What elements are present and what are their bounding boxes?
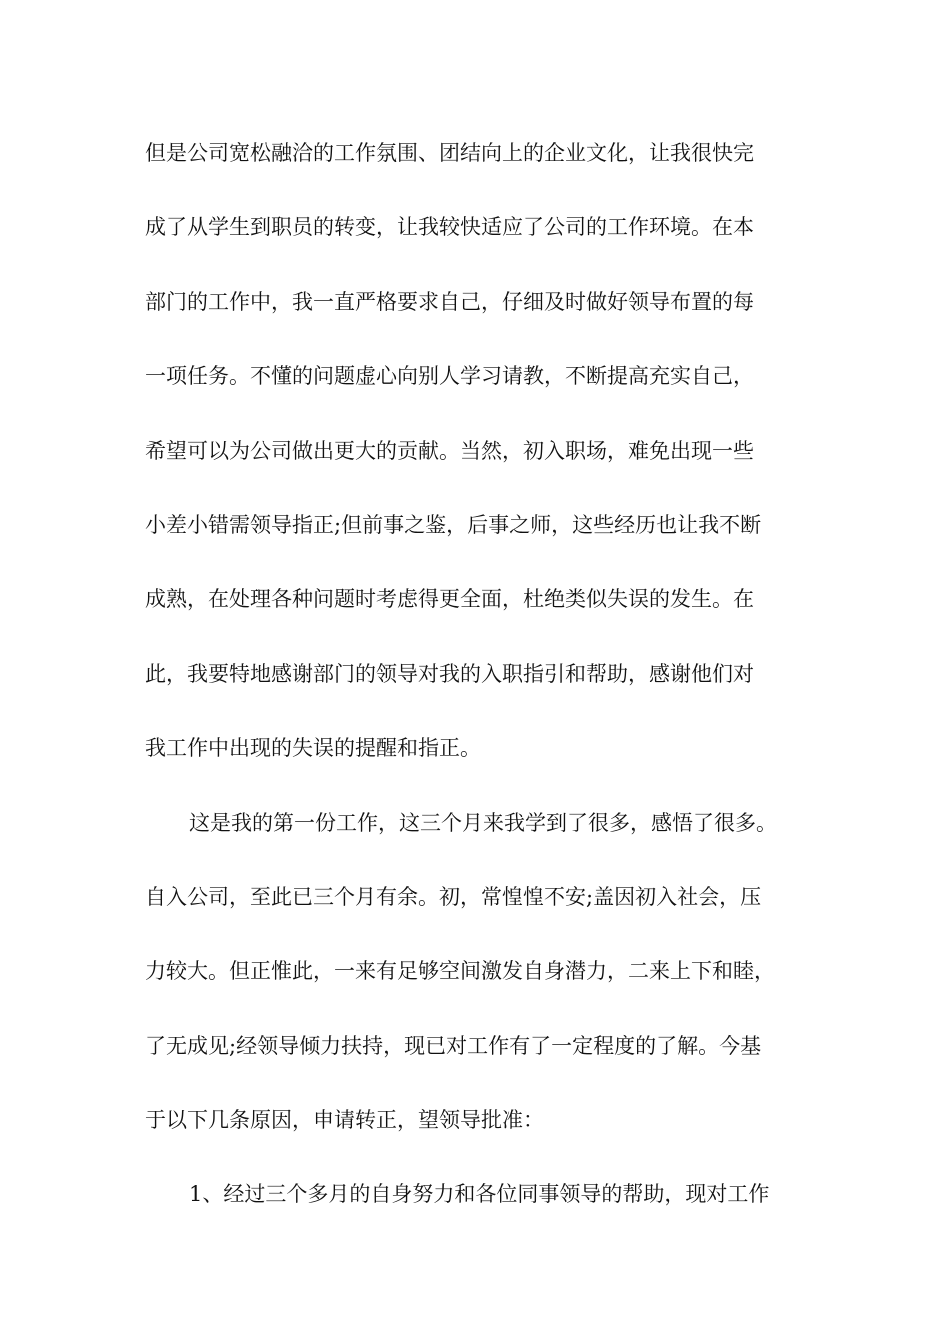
text-line: 了无成见;经领导倾力扶持，现已对工作有了一定程度的了解。今基 <box>145 1033 762 1058</box>
text-line: 成熟，在处理各种问题时考虑得更全面，杜绝类似失误的发生。在 <box>145 587 754 612</box>
text-line: 于以下几条原因，申请转正，望领导批准： <box>145 1108 544 1133</box>
text-line: 自入公司，至此已三个月有余。初，常惶惶不安;盖因初入社会，压 <box>145 884 762 909</box>
text-line: 但是公司宽松融洽的工作氛围、团结向上的企业文化，让我很快完 <box>145 141 754 165</box>
text-line: 希望可以为公司做出更大的贡献。当然，初入职场，难免出现一些 <box>145 438 754 463</box>
text-line: 此，我要特地感谢部门的领导对我的入职指引和帮助，感谢他们对 <box>145 661 754 686</box>
text-line: 小差小错需领导指正;但前事之鉴，后事之师，这些经历也让我不断 <box>145 512 762 537</box>
paragraph-first-line: 这是我的第一份工作，这三个月来我学到了很多，感悟了很多。 <box>189 810 777 835</box>
document-body <box>145 133 810 1249</box>
list-item-first-line: 1、经过三个多月的自身努力和各位同事领导的帮助，现对工作 <box>189 1182 770 1207</box>
text-line: 成了从学生到职员的转变，让我较快适应了公司的工作环境。在本 <box>145 215 754 240</box>
text-line: 我工作中出现的失误的提醒和指正。 <box>145 736 481 761</box>
text-line: 一项任务。不懂的问题虚心向别人学习请教，不断提高充实自己， <box>145 364 754 389</box>
text-line: 力较大。但正惟此，一来有足够空间激发自身潜力，二来上下和睦， <box>145 959 775 984</box>
text-line: 部门的工作中，我一直严格要求自己，仔细及时做好领导布置的每 <box>145 289 754 314</box>
